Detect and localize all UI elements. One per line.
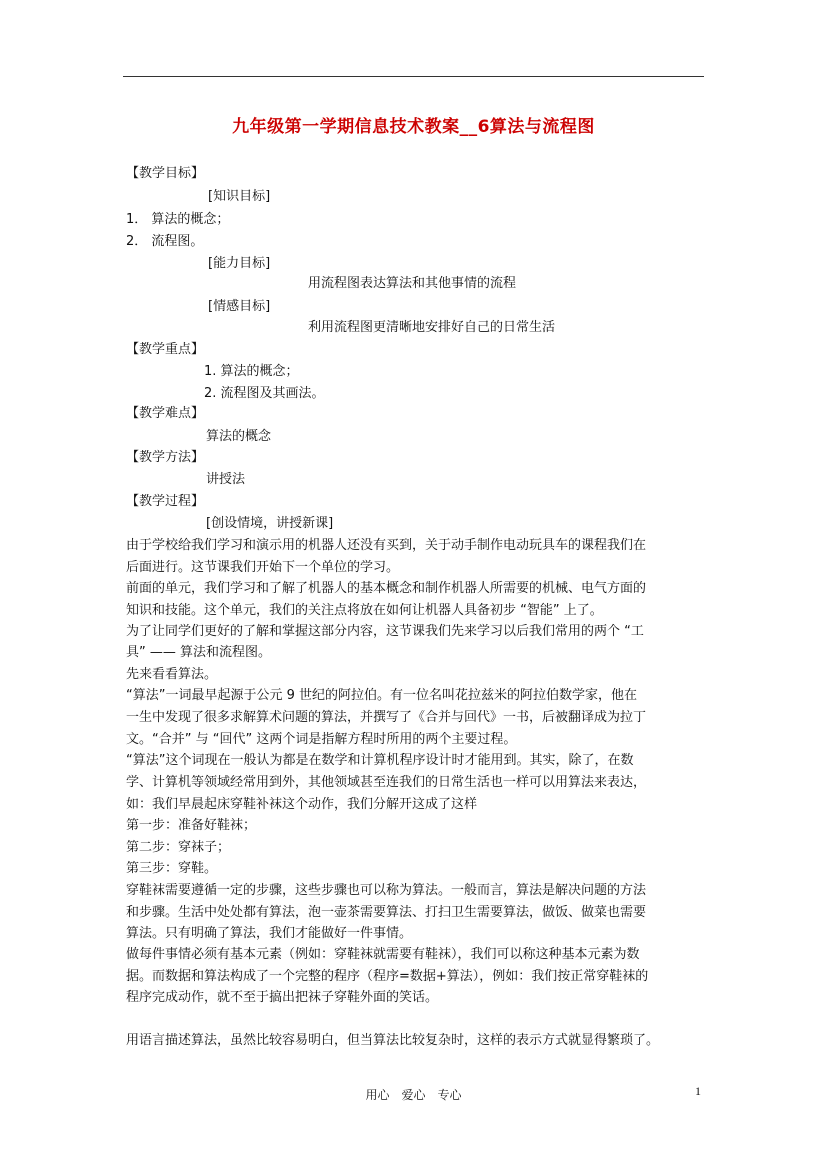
subheading-scenario: [创设情境，讲授新课] [206,516,334,531]
section-heading-methods: 【教学方法】 [126,450,205,465]
paragraph-line: 为了让同学们更好的了解和掌握这部分内容，这节课我们先来学习以后我们常用的两个 “工 [126,624,644,639]
paragraph-line: 用语言描述算法，虽然比较容易明白，但当算法比较复杂时，这样的表示方式就显得繁琐了。 [126,1033,660,1048]
step-item: 第三步：穿鞋。 [126,861,218,876]
paragraph-line: 学、计算机等领域经常用到外，其他领域甚至连我们的日常生活也一样可以用算法来表达， [126,775,647,790]
paragraph-line: 文。“合并” 与 “回代” 这两个词是指解方程时所用的两个主要过程。 [126,732,517,747]
paragraph-line: 程序完成动作，就不至于搞出把袜子穿鞋外面的笑话。 [126,990,439,1005]
section-heading-goals: 【教学目标】 [126,166,205,181]
paragraph-line: 知识和技能。这个单元，我们的关注点将放在如何让机器人具备初步 “智能” 上了。 [126,603,603,618]
subheading-ability: [能力目标] [208,256,271,271]
paragraph-line: 用流程图表达算法和其他事情的流程 [308,276,517,291]
paragraph-line: “算法”一词最早起源于公元 9 世纪的阿拉伯。有一位名叫花拉兹米的阿拉伯数学家，他在 [126,688,638,703]
page-number: 1 [695,1084,701,1098]
list-item: 1． 算法的概念； [126,212,230,227]
paragraph-line: 先来看看算法。 [126,667,218,682]
paragraph-line: 做每件事情必须有基本元素（例如：穿鞋袜就需要有鞋袜），我们可以称这种基本元素为数 [126,947,640,962]
step-item: 第二步：穿袜子； [126,840,231,855]
paragraph-line: 一生中发现了很多求解算术问题的算法，并撰写了《合并与回代》一书，后被翻译成为拉丁 [126,710,647,725]
list-item: 2． 流程图。 [126,234,204,249]
section-heading-key-points: 【教学重点】 [126,342,205,357]
header-rule [123,76,704,77]
section-heading-difficulties: 【教学难点】 [126,406,205,421]
list-item: 2. 流程图及其画法。 [204,386,325,401]
paragraph-line: “算法”这个词现在一般认为都是在数学和计算机程序设计时才能用到。其实，除了，在数 [126,753,634,768]
paragraph-line: 算法的概念 [206,429,272,444]
paragraph-line: 如：我们早晨起床穿鞋补袜这个动作，我们分解开这成了这样 [126,797,478,812]
paragraph-line: 后面进行。这节课我们开始下一个单位的学习。 [126,560,400,575]
subheading-emotion: [情感目标] [208,299,271,314]
paragraph-line: 前面的单元，我们学习和了解了机器人的基本概念和制作机器人所需要的机械、电气方面的 [126,581,647,596]
paragraph-line: 据。而数据和算法构成了一个完整的程序（程序=数据+算法），例如：我们按正常穿鞋袜的 [126,969,649,984]
paragraph-line: 讲授法 [206,472,246,487]
paragraph-line: 算法。只有明确了算法，我们才能做好一件事情。 [126,926,413,941]
paragraph-line: 穿鞋袜需要遵循一定的步骤，这些步骤也可以称为算法。一般而言，算法是解决问题的方法 [126,883,647,898]
subheading-knowledge: [知识目标] [208,189,271,204]
paragraph-line: 具” —— 算法和流程图。 [126,645,271,660]
document-title: 九年级第一学期信息技术教案__6算法与流程图 [232,117,595,137]
page-footer: 用心 爱心 专心 [365,1088,462,1102]
section-heading-process: 【教学过程】 [126,494,205,509]
paragraph-line: 和步骤。生活中处处都有算法，泡一壶茶需要算法、打扫卫生需要算法，做饭、做菜也需要 [126,905,647,920]
paragraph-line: 由于学校给我们学习和演示用的机器人还没有买到，关于动手制作电动玩具车的课程我们在 [126,538,647,553]
step-item: 第一步：准备好鞋袜； [126,818,257,833]
paragraph-line: 利用流程图更清晰地安排好自己的日常生活 [308,320,556,335]
list-item: 1. 算法的概念； [204,364,299,379]
